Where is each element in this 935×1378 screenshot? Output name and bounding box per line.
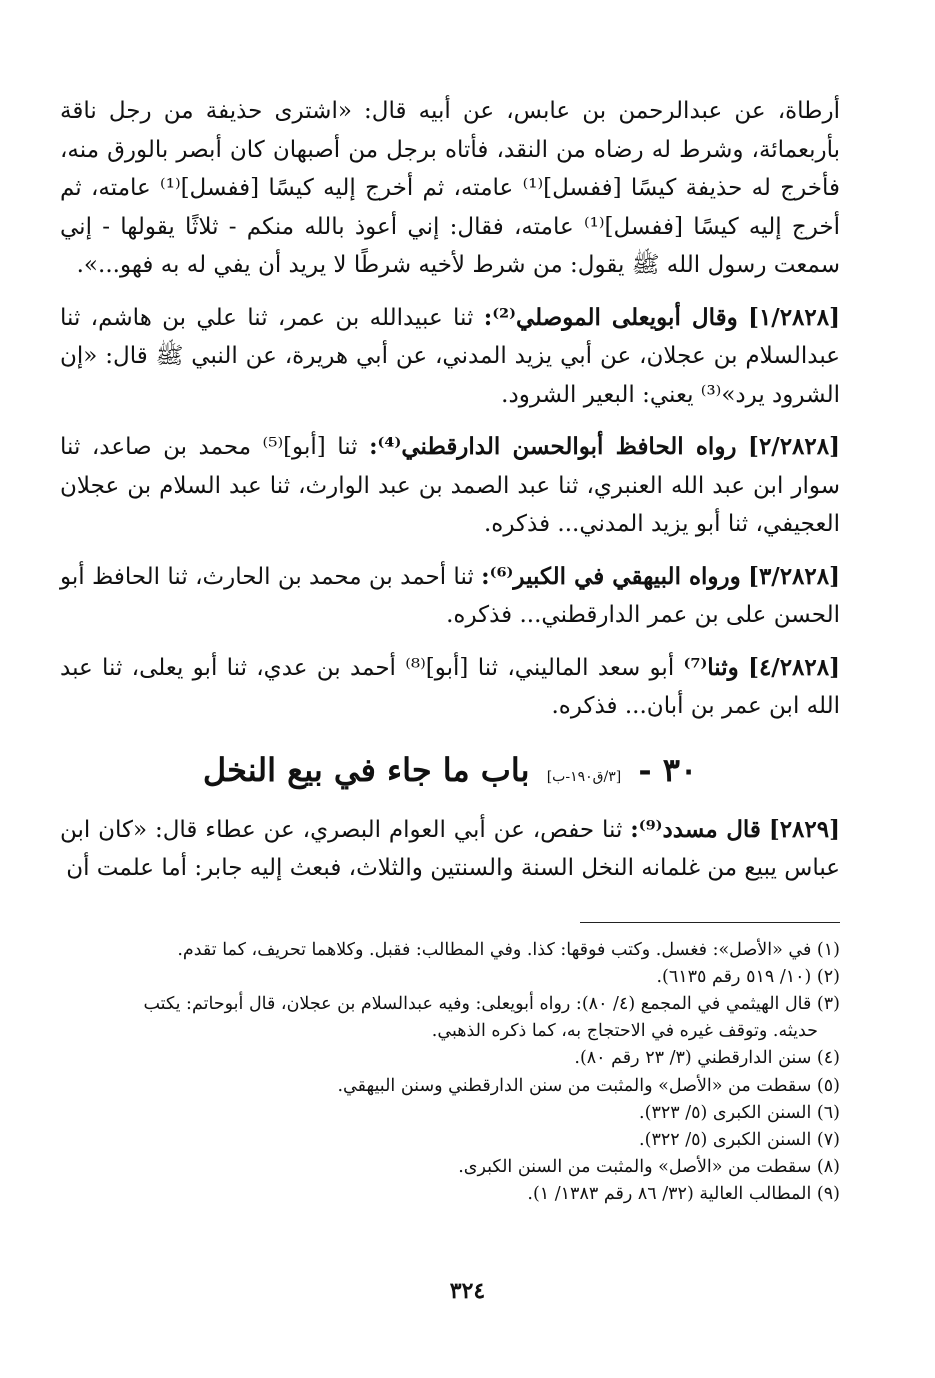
footnote: (٣) قال الهيثمي في المجمع (٤/ ٨٠): رواه أبويعلى: وفيه عبدالسلام بن عجلان، قال أبوحاتم: يكتب	[143, 993, 840, 1014]
hadith-paragraph	[60, 428, 840, 544]
footnote: (٨) سقطت من «الأصل» والمثبت من السنن الكبرى.	[458, 1157, 840, 1178]
hadith-number: [٢٨٢٩]	[768, 815, 841, 843]
page	[60, 92, 840, 1209]
footnote-continuation: حديثه. وتوقف غيره في الاحتجاج به، كما ذكره الذهبي.	[431, 1021, 818, 1042]
paragraph-continuation	[60, 92, 840, 285]
hadith-text: أبو سعد الماليني، ثنا [أبو]⁽⁸⁾ أحمد بن عدي، ثنا أبو يعلى، ثنا عبد الله ابن عمر بن أبان... فذكره.	[60, 654, 840, 719]
hadith-number: [٤/٢٨٢٨]	[748, 653, 841, 681]
footnote: (٦) السنن الكبرى (٥/ ٣٢٣).	[639, 1102, 840, 1123]
footnote-separator	[580, 922, 840, 923]
hadith-text: ثنا عبيدالله بن عمر، ثنا علي بن هاشم، ثنا عبدالسلام بن عجلان، عن أبي يزيد المدني، عن أبي هريرة، عن النبي ﷺ قال: «إن الشرود يرد»⁽³⁾ يعني: البعير الشرود.	[60, 304, 840, 408]
manuscript-ref: [٣/ق١٩٠-ب]	[546, 768, 622, 785]
hadith-source: وقال أبويعلى الموصلي⁽²⁾:	[483, 303, 738, 331]
chapter-number: ٣٠ -	[638, 750, 698, 789]
footnote: (٤) سنن الدارقطني (٣/ ٢٣ رقم ٨٠).	[574, 1048, 840, 1069]
chapter-heading	[60, 748, 840, 799]
footnote: (٩) المطالب العالية (٣٢/ ٨٦ رقم ١٣٨٣/ ١).	[527, 1184, 840, 1205]
hadith-text: ثنا حفص، عن أبي العوام البصري، عن عطاء قال: «كان ابن عباس يبيع من غلمانه النخل السنة والسنتين والثلاث، فبعث إليه جابر: أما علمت أن	[60, 816, 840, 881]
hadith-paragraph	[60, 558, 840, 635]
hadith-text: ثنا أحمد بن محمد بن الحارث، ثنا الحافظ أبو الحسن على بن عمر الدارقطني... فذكره.	[60, 563, 840, 628]
footnotes	[60, 937, 840, 1209]
hadith-paragraph	[60, 649, 840, 726]
hadith-source: وثنا⁽⁷⁾	[683, 653, 739, 681]
chapter-title: باب ما جاء في بيع النخل	[202, 750, 530, 789]
hadith-source: قال مسدد⁽⁹⁾:	[630, 815, 761, 843]
footnote: (٢) (١٠/ ٥١٩ رقم ٦١٣٥).	[656, 966, 840, 987]
body-text	[60, 92, 840, 888]
hadith-paragraph	[60, 299, 840, 415]
hadith-source: ورواه البيهقي في الكبير⁽⁶⁾:	[481, 562, 741, 590]
hadith-paragraph	[60, 811, 840, 888]
hadith-number: [٣/٢٨٢٨]	[748, 562, 841, 590]
hadith-number: [١/٢٨٢٨]	[748, 303, 841, 331]
page-number: ٣٢٤	[449, 1278, 486, 1304]
hadith-source: رواه الحافظ أبوالحسن الدارقطني⁽⁴⁾:	[369, 433, 737, 460]
hadith-text: ثنا [أبو]⁽⁵⁾ محمد بن صاعد، ثنا سوار ابن عبد الله العنبري، ثنا عبد الصمد بن عبد الوارث، ثنا عبد السلام بن عجلان العجيفي، ثنا أبو يزيد المدني... فذكره.	[60, 434, 840, 537]
hadith-number: [٢/٢٨٢٨]	[748, 433, 840, 460]
footnote: (٧) السنن الكبرى (٥/ ٣٢٢).	[639, 1129, 840, 1150]
footnote: (٥) سقطت من «الأصل» والمثبت من سنن الدارقطني وسنن البيهقي.	[337, 1075, 840, 1096]
paragraph-text: أرطاة، عن عبدالرحمن بن عابس، عن أبيه قال: «اشترى حذيفة من رجل ناقة بأربعمائة، وشرط له رضاه من النقد، فأتاه برجل من أصبهان كان أبصر بالورق منه، فأخرج له حذيفة كيسًا [ففسل]⁽¹⁾ عامته، ثم أخرج إليه كيسًا [ففسل]⁽¹⁾ عامته، ثم أخرج إليه كيسًا [ففسل]⁽¹⁾ عامته، فقال: إني أعوذ بالله منكم - ثلاثًا يقولها - إني سمعت رسول الله ﷺ يقول: من شرط لأخيه شرطًا لا يريد أن يفي له به فهو...».	[60, 98, 840, 278]
footnote: (١) في «الأصل»: فغسل. وكتب فوقها: كذا. وفي المطالب: فقبل. وكلاهما تحريف، كما تقدم.	[177, 939, 840, 960]
